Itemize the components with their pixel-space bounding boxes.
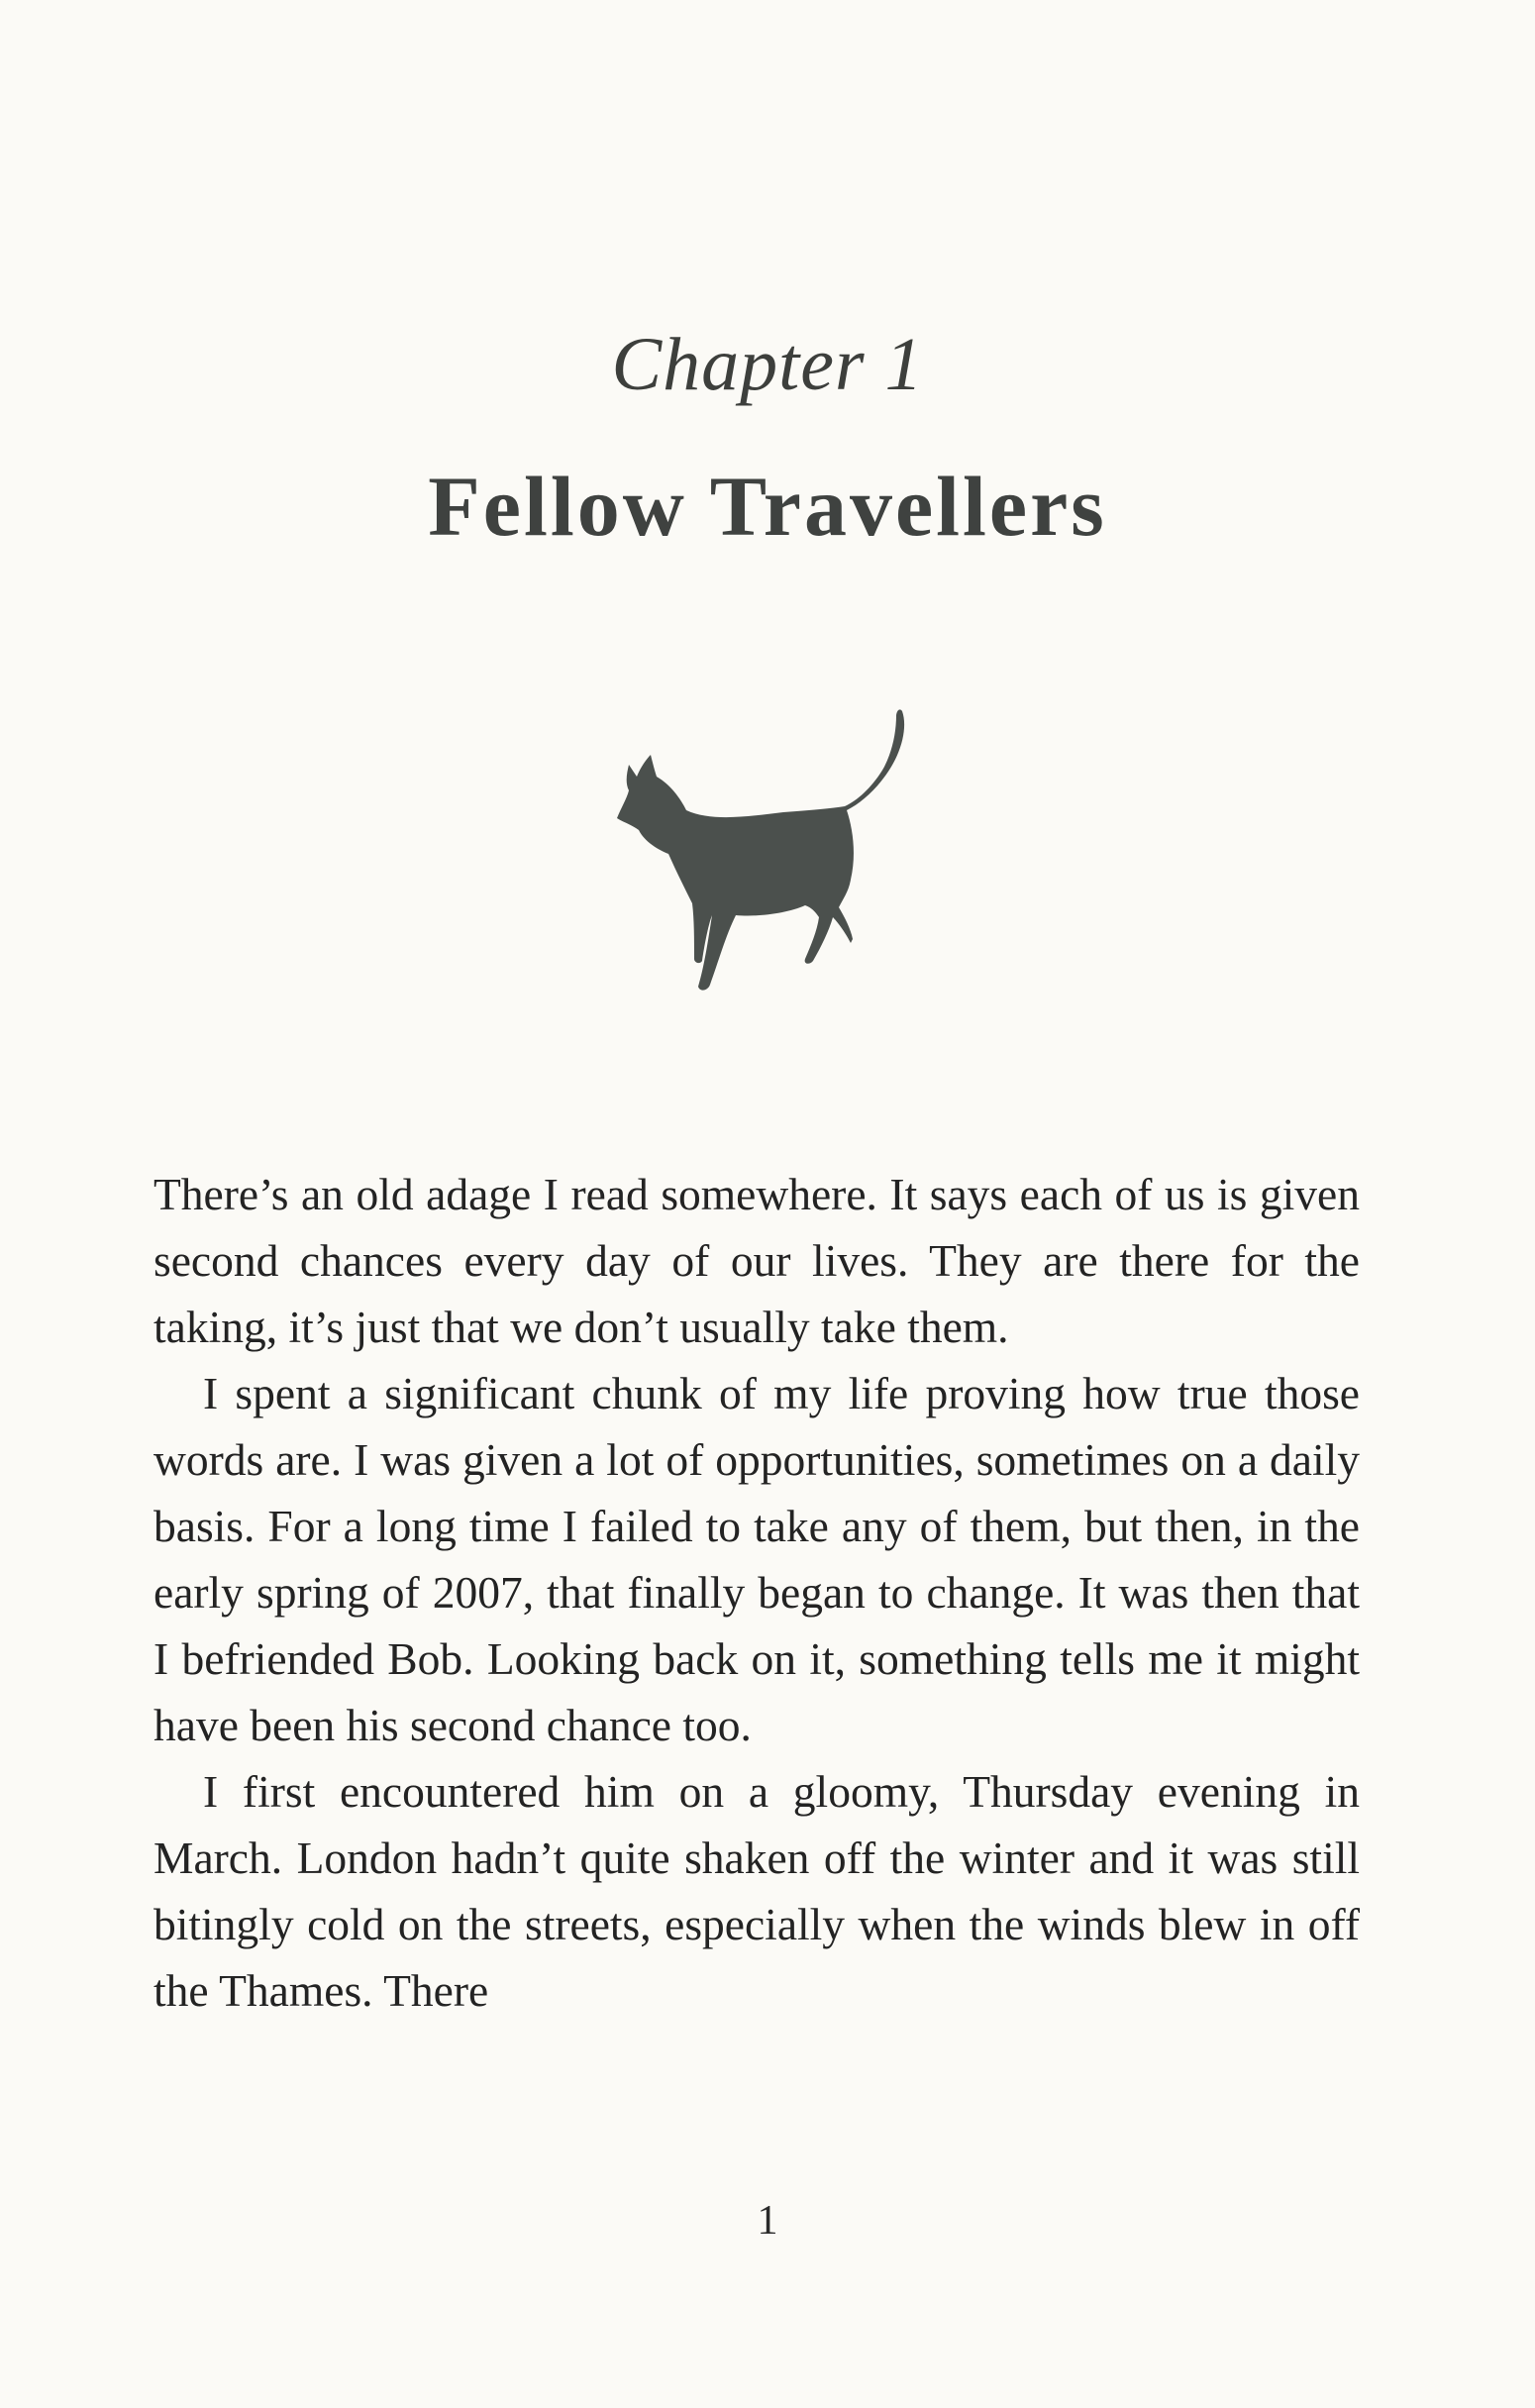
paragraph-3: I first encountered him on a gloomy, Thursday evening in March. London hadn’t quite shaken off the winter and it was still bitingly cold on the streets, especially when the winds blew in off the Thames. There	[154, 1766, 1360, 2016]
page-number: 1	[757, 2198, 778, 2244]
paragraph-1: There’s an old adage I read somewhere. It says each of us is given second chances every day of our lives. They are there for the taking, it’s just that we don’t usually take them.	[154, 1169, 1360, 1352]
chapter-title: Fellow Travellers	[428, 459, 1107, 554]
paragraph-2: I spent a significant chunk of my life proving how true those words are. I was given a lot of opportunities, sometimes on a daily basis. For a long time I failed to take any of them, but then, in the early spring of 2007, that finally began to change. It was then that I befriended Bob. Looking back on it, something tells me it might have been his second chance too.	[154, 1368, 1360, 1750]
chapter-label: Chapter 1	[611, 323, 924, 406]
cat-silhouette-icon	[609, 705, 936, 1002]
body-text	[154, 1161, 1360, 2024]
